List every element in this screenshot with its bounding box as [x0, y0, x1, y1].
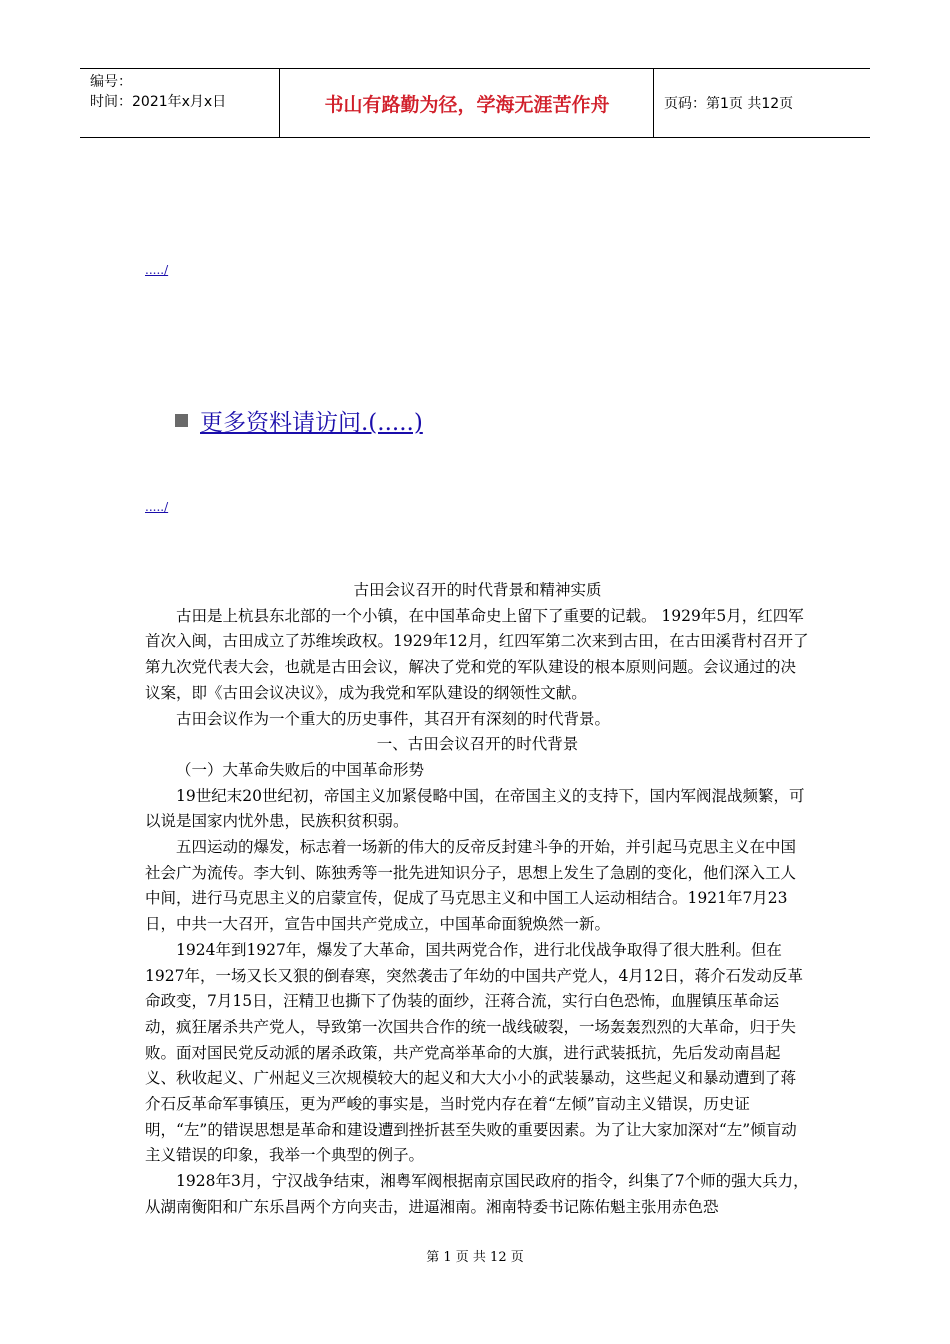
bottom-small-link[interactable]: ...../: [145, 500, 169, 514]
header-number-label: 编号：: [90, 74, 132, 90]
page-footer: 第 1 页 共 12 页: [426, 1250, 524, 1265]
paragraph: 19世纪末20世纪初，帝国主义加紧侵略中国，在帝国主义的支持下，国内军阀混战频繁，可以说是国家内忧外患，民族积贫积弱。: [145, 786, 805, 831]
paragraph: 1928年3月，宁汉战争结束，湘粤军阀根据南京国民政府的指令，纠集了7个师的强大兵力，从湖南衡阳和广东乐昌两个方向夹击，进逼湘南。湘南特委书记陈佑魁主张用赤色恐: [145, 1172, 809, 1216]
header-page-info: 页码：第1页 共12页: [664, 96, 794, 112]
document-body: [145, 578, 810, 1221]
paragraph: 五四运动的爆发，标志着一场新的伟大的反帝反封建斗争的开始，并引起马克思主义在中国社会广为流传。李大钊、陈独秀等一批先进知识分子，思想上发生了急剧的变化，他们深入工人中间，进行马克思主义的启蒙宣传，促成了马克思主义和中国工人运动相结合。1921年7月23日，中共一大召开，宣告中国共产党成立，中国革命面貌焕然一新。: [145, 838, 797, 934]
paragraph: 古田是上杭县东北部的一个小镇，在中国革命史上留下了重要的记载。 1929年5月，红四军首次入闽，古田成立了苏维埃政权。1929年12月，红四军第二次来到古田，在古田溪背村召开了第九次党代表大会，也就是古田会议，解决了党和党的军队建设的根本原则问题。会议通过的决议案，即《古田会议决议》，成为我党和军队建设的纲领性文献。: [145, 606, 809, 702]
header-time-label: 时间：2021年x月x日: [90, 94, 227, 110]
paragraph: 1924年到1927年，爆发了大革命，国共两党合作，进行北伐战争取得了很大胜利。但在1927年，一场又长又狠的倒春寒，突然袭击了年幼的中国共产党人，4月12日，蒋介石发动反革命政变，7月15日，汪精卫也撕下了伪装的面纱，汪蒋合流，实行白色恐怖，血腥镇压革命运动，疯狂屠杀共产党人，导致第一次国共合作的统一战线破裂，一场轰轰烈烈的大革命，归于失败。面对国民党反动派的屠杀政策，共产党高举革命的大旗，进行武装抵抗，先后发动南昌起义、秋收起义、广州起义三次规模较大的起义和大大小小的武装暴动，这些起义和暴动遭到了蒋介石反革命军事镇压，更为严峻的事实是，当时党内存在着“左倾”盲动主义错误，历史证明，“左”的错误思想是革命和建设遭到挫折甚至失败的重要因素。为了让大家加深对“左”倾盲动主义错误的印象，我举一个典型的例子。: [145, 940, 804, 1165]
document-title: 古田会议召开的时代背景和精神实质: [353, 581, 602, 599]
more-info-row: [175, 404, 423, 437]
header-meta: [80, 69, 280, 137]
header-motto: 书山有路勤为径，学海无涯苦作舟: [281, 69, 654, 137]
subsection-heading: （一）大革命失败后的中国革命形势: [176, 760, 425, 779]
more-info-link[interactable]: 更多资料请访问.(.....): [200, 410, 423, 436]
paragraph: 古田会议作为一个重大的历史事件，其召开有深刻的时代背景。: [176, 709, 611, 728]
document-header: [80, 68, 870, 138]
section-heading: 一、古田会议召开的时代背景: [376, 735, 579, 754]
top-small-link[interactable]: ...../: [145, 263, 169, 277]
square-bullet-icon: [175, 414, 188, 427]
